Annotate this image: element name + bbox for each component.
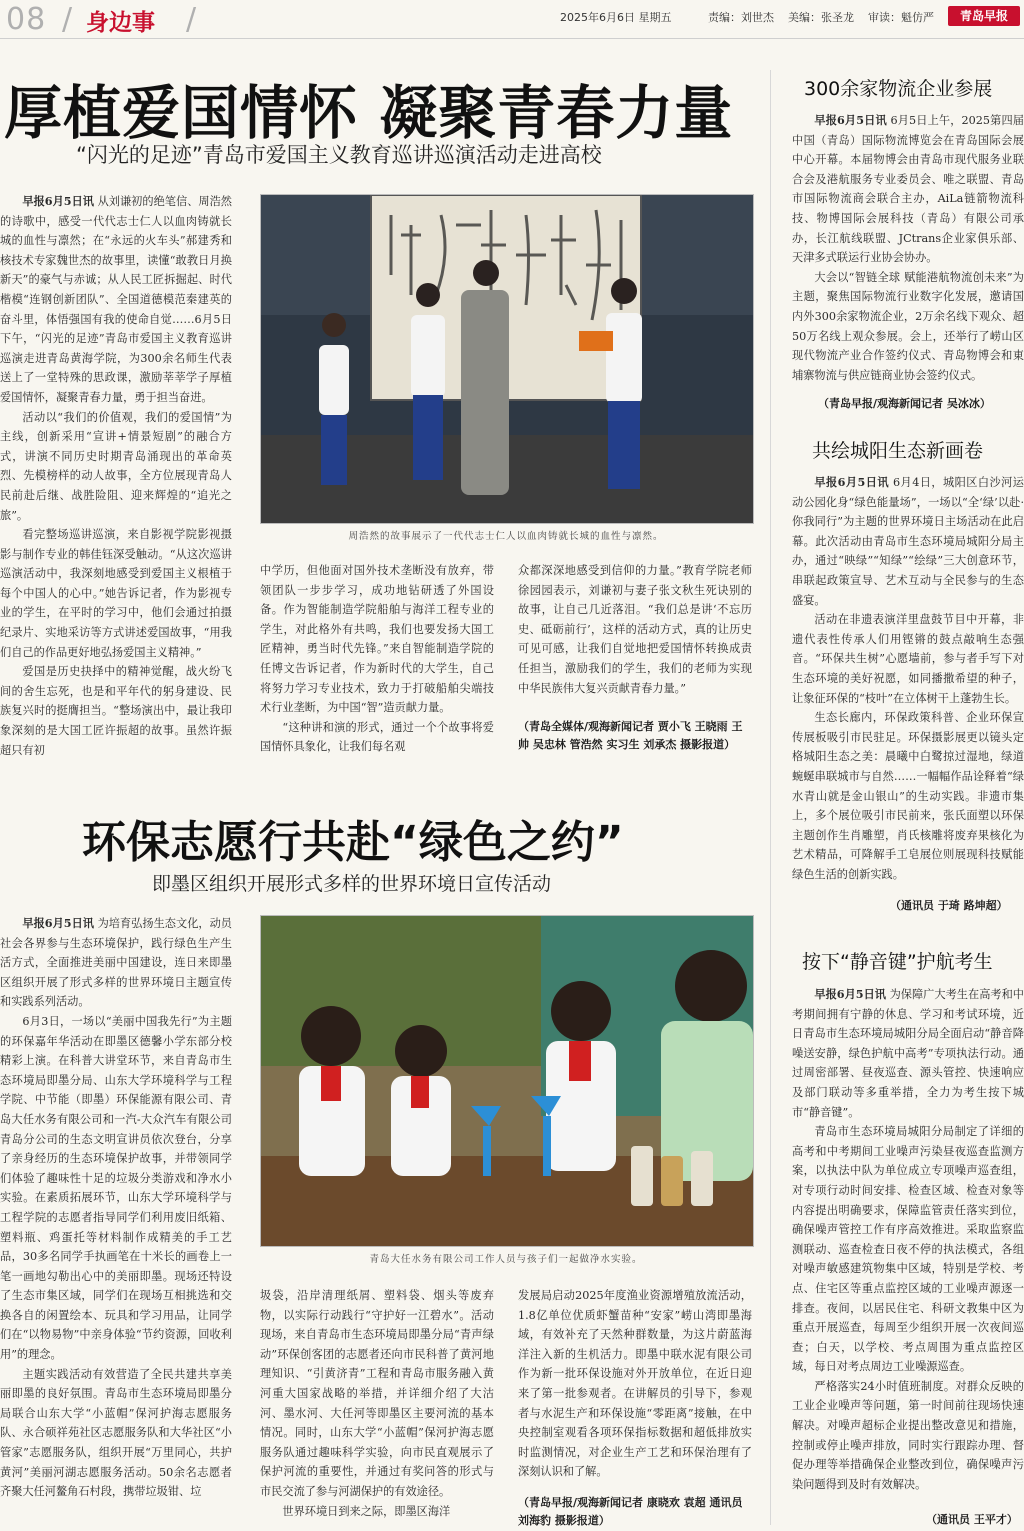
sidebar-story3-byline: （通讯员 王平才） [926,1513,1018,1526]
article1-column-3: 众都深深地感受到信仰的力量。”教育学院老师徐园园表示，刘谦初与妻子张文秋生死诀别的故事，让自己几近落泪。“我们总是讲‘不忘历史、砥砺前行’，这样的活动方式，真的让历史可见可感，让我们自觉地把爱国情怀转换成责任担当，激励我们的学生，我们的老师为实现中华民族伟大复兴贡献青春力量。” [518,564,752,695]
page-header [0,0,1024,38]
issue-date: 2025年6月6日 星期五 [560,11,672,24]
sidebar-story2-headline: 共绘城阳生态新画卷 [812,440,984,462]
editor-credit: 责编：刘世杰 [708,11,774,24]
proofreader-credit: 审读：魁仿严 [868,11,934,24]
article1-photo-caption: 周浩然的故事展示了一代代志士仁人以血肉铸就长城的血性与凛然。 [348,531,664,542]
sidebar-story3-body: 早报6月5日讯 为保障广大考生在高考和中考期间拥有宁静的休息、学习和考试环境，近日青岛市生态环境局城阳分局全面启动“静音降噪送安静，绿色护航中高考”专项执法行动。通过周密部署、昼夜巡查、源头管控、快速响应及部门联动等多重举措，全力为考生按下城市“静音键”。 青岛市生态环境局城阳分局制定了详细的高考和中考期间工业噪声污染昼夜巡查监测方案，以执法中队为单位成立专项噪声巡查组，对专项行动时间安排、检查区域、检查对象等内容提出明确要求，保障监管责任落实到位，确保噪声管控工作有序高效推进。采取监察监测联动、巡查检查日夜不停的执法模式，各组对噪声敏感建筑物集中区域，特别是学校、考点、住宅区等重点监控区域的工业噪声源逐一排查。夜间，以居民住宅、科研文教集中区为重点开展巡查，每周至少组织开展一次夜间巡查；白天，以学校、考点周围为重点监控区域，每日对考点周边工业噪源巡查。 严格落实24小时值班制度。对群众反映的工业企业噪声等问题，第一时间前往现场快速解决。对噪声超标企业提出整改意见和措施，控制或停止噪声排放，同时实行跟踪办理、督促办理等举措确保企业整改到位，确保噪声污染问题得到及时有效解决。 [792,987,1024,1491]
sidebar-story1-byline: （青岛早报/观海新闻记者 吴冰冰） [818,397,991,410]
article2-photo [260,915,754,1247]
newspaper-logo: 青岛早报 [948,6,1020,26]
column-divider [770,70,771,1525]
article1-column-2: 中学历，但他面对国外技术垄断没有放弃，带领团队一步步学习，成功地钻研透了外国设备。作为智能制造学院船舶与海洋工程专业的学生，对此格外有共鸣，我们也要发扬大国工匠精神，勇当时代先锋。”来自智能制造学院的任博文告诉记者，作为新时代的大学生，自己将努力学习专业技术，致力于打破船舶尖端技术行业垄断，为中国“智”造贡献力量。 “这种讲和演的形式，通过一个个故事将爱国情怀具象化，让我们每名观 [260,564,494,754]
page-number: 08 [6,2,47,37]
article2-lead: 早报6月5日讯 [22,916,94,930]
article2-photo-caption: 青岛大任水务有限公司工作人员与孩子们一起做净水实验。 [369,1254,643,1265]
article1-lead: 早报6月5日讯 [22,194,94,208]
article1-headline: 厚植爱国情怀 凝聚青春力量 [4,79,734,147]
divider-slash: / [186,2,197,37]
article2-column-3: 发展局启动2025年度渔业资源增殖放流活动，1.8亿单位优质虾蟹苗种“安家”崂山湾即墨海域，有效补充了天然种群数量，为这片蔚蓝海洋注入新的生机活力。即墨中联水泥有限公司作为新一批环保设施对外开放单位，在近日迎来了第一批参观者。在讲解员的引导下，参观者与水泥生产和环保设施“零距离”接触，在中央控制室观看各项环保指标数据和超低排放实时监测情况，对企业生产工艺和环保治理有了深刻认识和了解。 [518,1289,752,1479]
article1-column-1: 早报6月5日讯 从刘谦初的绝笔信、周浩然的诗歌中，感受一代代志士仁人以血肉铸就长城的血性与凛然；在“永远的火车头”郝建秀和核技术专家魏世杰的故事里，读懂“敢教日月换新天”的豪气与赤诚；从人民工匠拆掘起、时代楷模“连钢创新团队”、全国道德模范秦建英的奋斗里，体悟强国有我的使命自觉……6月5日下午，“闪光的足迹”青岛市爱国主义教育巡讲巡演走进青岛黄海学院，为300余名师生代表送上了一堂特殊的思政课，激励莘莘学子厚植爱国情怀，凝聚青春力量，勇于担当奋进。 活动以“我们的价值观，我们的爱国情”为主线，创新采用“宣讲+情景短剧”的融合方式，讲演不同历史时期青岛涌现出的革命英烈、先模榜样的动人故事，全方位展现青岛人民前赴后继、战胜险阻、迎来辉煌的“追光之旅”。 看完整场巡讲巡演，来自影视学院影视摄影与制作专业的韩佳钰深受触动。“从这次巡讲巡演活动中，我深刻地感受到爱国主义根植于每个中国人的心中。”她告诉记者，作为影视专业的学生，在平时的学习中，他们会通过拍摄纪录片、实地采访等方式讲述爱国故事，“用我们自己的作品更好地弘扬爱国主义精神。” 爱国是历史抉择中的精神觉醒，战火纷飞间的舍生忘死，也是和平年代的躬身建设、民族复兴时的挺膺担当。“整场演出中，最让我印象深刻的是大国工匠许振超的故事。虽然许振超只有初 [0,194,232,757]
divider-slash: / [62,2,73,37]
sidebar-story3-headline: 按下“静音键”护航考生 [802,951,993,973]
art-editor-credit: 美编：张圣龙 [788,11,854,24]
article2-headline: 环保志愿行共赴“绿色之约” [82,817,624,868]
header-rule [0,38,1024,39]
article1-subhead: “闪光的足迹”青岛市爱国主义教育巡讲巡演活动走进高校 [76,143,602,167]
article2-byline: （青岛早报/观海新闻记者 康晓欢 袁超 通讯员 刘海豹 摄影报道） [518,1496,743,1527]
article1-photo [260,194,754,524]
sidebar-story1-headline: 300余家物流企业参展 [804,78,993,100]
sidebar-story2-byline: （通讯员 于琦 路坤超） [890,899,1008,912]
article2-column-1: 早报6月5日讯 为培育弘扬生态文化，动员社会各界参与生态环境保护，践行绿色生产生活方式，全面推进美丽中国建设，连日来即墨区组织开展了形式多样的世界环境日主题宣传和实践系列活动。 6月3日，一场以“美丽中国我先行”为主题的环保嘉年华活动在即墨区德馨小学东部分校精彩上演。在科普大讲堂环节，来自青岛市生态环境局即墨分局、山东大学环境科学与工程学院、中节能（即墨）环保能源有限公司、青岛大任水务有限公司和一汽-大众汽车有限公司青岛分公司的生态文明宣讲员依次登台，分享了亲身经历的生态环境保护故事，并带领同学们体验了趣味性十足的垃圾分类游戏和净水小实验。在素质拓展环节，山东大学环境科学与工程学院的志愿者指导同学们利用废旧纸箱、塑料瓶、鸡蛋托等材料制作成精美的手工艺品，30多名同学手执画笔在十米长的画卷上一笔一画地勾勒出心中的美丽即墨。现场还特设了生态市集区域，同学们在现场互相挑选和交换各自的闲置绘本、玩具和学习用品，让同学们在“以物易物”中亲身体验“节约资源，回收利用”的理念。 主题实践活动有效营造了全民共建共享美丽即墨的良好氛围。青岛市生态环境局即墨分局联合山东大学“小蓝帽”保河护海志愿服务队、永合硕祥苑社区志愿服务队和大华社区“小管家”志愿服务队，组织开展“万里同心，共护黄河”美丽河湖志愿服务活动。50余名志愿者齐聚大任河鳌角石村段，携带垃圾钳、垃 [0,916,232,1499]
sidebar-story2-body: 早报6月5日讯 6月4日，城阳区白沙河运动公园化身“绿色能量场”，一场以“全‘绿’以赴·你我同行”为主题的世界环境日主场活动在此启幕。此次活动由青岛市生态环境局城阳分局主办，通过“映绿”“知绿”“绘绿”三大创意环节，串联起政策宣导、艺术互动与全民参与的生态盛宴。 活动在非遗表演洋里盘鼓节目中开幕，非遗代表性传承人们用铿锵的鼓点敲响生态强音。“环保共生树”心愿墙前，参与者手写下对生态环境的美好祝愿，如同播撒希望的种子，让象征环保的“枝叶”在立体树干上蓬勃生长。 生态长廊内，环保政策科普、企业环保宣传展板吸引市民驻足。环保摄影展更以镜头定格城阳生态之美：晨曦中白鹭掠过湿地，绿道蜿蜒串联城市与自然……一幅幅作品诠释着“绿水青山就是金山银山”的生动实践。非遗市集上，多个展位吸引市民前来，张氏面塑以环保主题创作生肖雕塑，肖氏核雕将废弃果核化为艺术精品，可降解手工皂展位则展现科技赋能绿色生活的创新实践。 [792,475,1024,881]
sidebar-story1-body: 早报6月5日讯 6月5日上午，2025第四届中国（青岛）国际物流博览会在青岛国际会展中心开幕。本届物博会由青岛市现代服务业联合会及港航服务专业委员会、唯之联盟、青岛市国际物流商会联合主办，AiLa链箭物流科技、物博国际会展科技（青岛）有限公司承办，长江航线联盟、JCtrans企业家俱乐部、天津多式联运行业协会协办。 大会以“智链全球 赋能港航物流创未来”为主题，聚焦国际物流行业数字化发展，邀请国内外300余家物流企业，2万余名线下观众、超50万名线上观众参展。会上，还举行了崂山区现代物流产业合作签约仪式、青岛物博会和東埔寨物流与供应链商业协会签约仪式。 [792,113,1024,382]
article1-byline: （青岛全媒体/观海新闻记者 贾小飞 王晓雨 王帅 吴忠林 管浩然 实习生 刘承杰 摄影报道） [518,720,743,751]
article2-column-2: 圾袋，沿岸清理纸屑、塑料袋、烟头等废弃物，以实际行动践行“守护好一江碧水”。活动现场，来自青岛市生态环境局即墨分局“青声绿动”环保创客团的志愿者还向市民科普了黄河地理知识、“引黄济青”工程和青岛市服务融入黄河重大国家战略的举措，并详细介绍了大沽河、墨水河、大任河等即墨区主要河流的基本情况。同时，山东大学“小蓝帽”保河护海志愿服务队通过趣味科学实验，向市民直观展示了保护河流的重要性，并通过有奖问答的形式与市民交流了参与河湖保护的有效途径。 世界环境日到来之际，即墨区海洋 [260,1289,494,1518]
article2-subhead: 即墨区组织开展形式多样的世界环境日宣传活动 [152,873,552,895]
section-title: 身边事 [86,10,155,36]
